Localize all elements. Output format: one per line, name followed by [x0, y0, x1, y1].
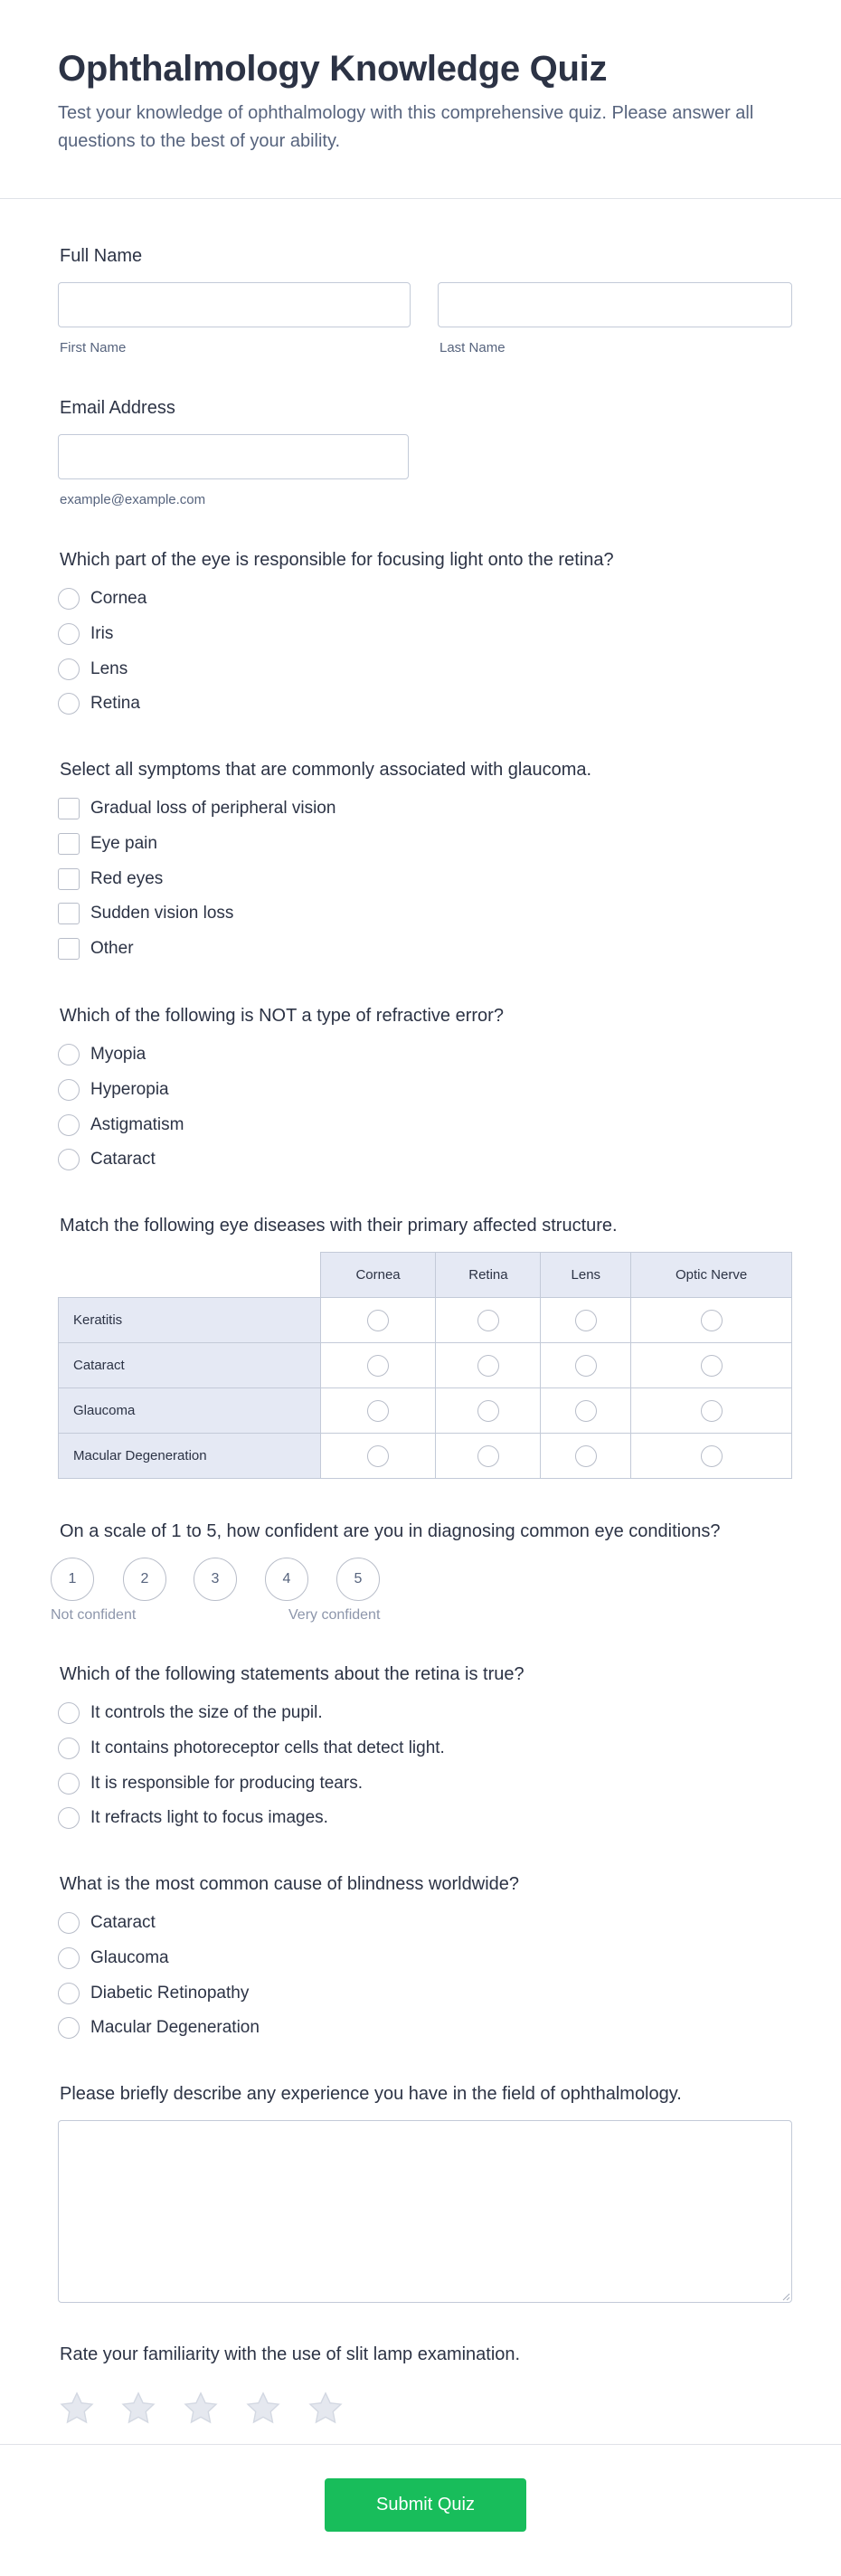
matrix-radio[interactable]	[575, 1310, 597, 1331]
question-focus-light	[58, 548, 792, 729]
checkbox-option[interactable]	[58, 796, 335, 821]
matrix-radio[interactable]	[477, 1445, 499, 1467]
option-label: Myopia	[90, 1045, 146, 1064]
scale-option-1[interactable]: 1	[51, 1558, 94, 1601]
option-label: Red eyes	[90, 869, 164, 888]
matrix-radio[interactable]	[575, 1400, 597, 1422]
matrix-row-label: Macular Degeneration	[59, 1434, 321, 1479]
radio-button[interactable]	[58, 1044, 80, 1065]
checkbox[interactable]	[58, 868, 80, 890]
option-label: Cataract	[90, 1913, 156, 1932]
radio-button[interactable]	[58, 1114, 80, 1136]
matrix-radio[interactable]	[701, 1400, 723, 1422]
matrix-radio[interactable]	[367, 1400, 389, 1422]
radio-button[interactable]	[58, 1079, 80, 1101]
question-label: Which part of the eye is responsible for focusing light onto the retina?	[60, 550, 614, 570]
option-label: It controls the size of the pupil.	[90, 1703, 323, 1722]
radio-option[interactable]	[58, 2015, 260, 2041]
matrix-column-header: Optic Nerve	[631, 1253, 792, 1298]
radio-option[interactable]	[58, 1147, 156, 1172]
form-title: Ophthalmology Knowledge Quiz	[58, 49, 608, 89]
matrix-radio[interactable]	[701, 1445, 723, 1467]
star-icon[interactable]	[244, 2390, 282, 2428]
matrix-corner	[59, 1253, 321, 1298]
question-label: Match the following eye diseases with their primary affected structure.	[60, 1216, 618, 1236]
matrix-radio[interactable]	[575, 1355, 597, 1377]
matrix-row	[59, 1388, 792, 1434]
star-icon[interactable]	[58, 2390, 96, 2428]
radio-button[interactable]	[58, 1983, 80, 2004]
question-label: Which of the following statements about the retina is true?	[60, 1664, 524, 1684]
email-label: Email Address	[60, 398, 175, 418]
experience-field	[58, 2082, 792, 2308]
radio-button[interactable]	[58, 1149, 80, 1170]
matrix-row-label: Glaucoma	[59, 1388, 321, 1434]
question-blindness-cause	[58, 1872, 792, 2053]
option-label: Astigmatism	[90, 1115, 184, 1134]
first-name-input[interactable]	[58, 282, 411, 327]
option-label: Retina	[90, 694, 140, 713]
question-label: Select all symptoms that are commonly associated with glaucoma.	[60, 760, 592, 780]
radio-button[interactable]	[58, 1912, 80, 1934]
checkbox-option[interactable]	[58, 831, 157, 857]
question-retina-statement	[58, 1662, 792, 1843]
matrix-row	[59, 1298, 792, 1343]
star-rating-field	[58, 2343, 792, 2442]
checkbox-option[interactable]	[58, 901, 233, 926]
radio-button[interactable]	[58, 1947, 80, 1969]
matrix-column-header: Cornea	[320, 1253, 436, 1298]
resize-grip-icon[interactable]	[781, 2292, 790, 2301]
checkbox-option[interactable]	[58, 936, 134, 961]
matrix-row	[59, 1343, 792, 1388]
radio-button[interactable]	[58, 623, 80, 645]
experience-textarea[interactable]	[58, 2120, 792, 2303]
radio-button[interactable]	[58, 2017, 80, 2039]
checkbox-option[interactable]	[58, 867, 163, 892]
question-label: On a scale of 1 to 5, how confident are you in diagnosing common eye conditions?	[60, 1521, 721, 1541]
radio-option[interactable]	[58, 1113, 184, 1138]
email-field	[58, 396, 792, 514]
option-label: Glaucoma	[90, 1948, 169, 1967]
scale-high-caption: Very confident	[288, 1607, 381, 1623]
matrix-radio[interactable]	[477, 1310, 499, 1331]
option-label: It contains photoreceptor cells that detect light.	[90, 1738, 445, 1757]
checkbox[interactable]	[58, 833, 80, 855]
full-name-label: Full Name	[60, 246, 143, 266]
option-label: It is responsible for producing tears.	[90, 1774, 363, 1793]
radio-button[interactable]	[58, 1702, 80, 1724]
matrix-row-label: Keratitis	[59, 1298, 321, 1343]
radio-option[interactable]	[58, 1042, 146, 1067]
last-name-input[interactable]	[438, 282, 792, 327]
radio-button[interactable]	[58, 1738, 80, 1759]
radio-button[interactable]	[58, 588, 80, 610]
radio-option[interactable]	[58, 691, 140, 716]
question-label: Rate your familiarity with the use of slit lamp examination.	[60, 2344, 521, 2364]
radio-button[interactable]	[58, 693, 80, 715]
matrix-row	[59, 1434, 792, 1479]
matrix-table	[58, 1252, 792, 1479]
matrix-radio[interactable]	[701, 1355, 723, 1377]
matrix-radio[interactable]	[477, 1400, 499, 1422]
radio-option[interactable]	[58, 1077, 169, 1103]
scale-option-4[interactable]: 4	[265, 1558, 308, 1601]
star-icon[interactable]	[307, 2390, 345, 2428]
matrix-row-label: Cataract	[59, 1343, 321, 1388]
question-label: Please briefly describe any experience you have in the field of ophthalmology.	[60, 2084, 682, 2104]
checkbox[interactable]	[58, 798, 80, 819]
radio-option[interactable]	[58, 1910, 156, 1936]
option-label: Cataract	[90, 1150, 156, 1169]
email-sublabel: example@example.com	[60, 492, 206, 507]
question-glaucoma-symptoms	[58, 758, 792, 975]
scale-option-5[interactable]: 5	[336, 1558, 380, 1601]
option-label: Eye pain	[90, 834, 157, 853]
matrix-radio[interactable]	[575, 1445, 597, 1467]
option-label: Sudden vision loss	[90, 904, 234, 923]
radio-button[interactable]	[58, 1807, 80, 1829]
first-name-sublabel: First Name	[60, 340, 127, 355]
star-icon[interactable]	[119, 2390, 157, 2428]
matrix-radio[interactable]	[701, 1310, 723, 1331]
radio-button[interactable]	[58, 1773, 80, 1795]
form-footer	[0, 2444, 841, 2576]
radio-option[interactable]	[58, 657, 128, 682]
matrix-radio[interactable]	[477, 1355, 499, 1377]
radio-option[interactable]	[58, 1981, 249, 2006]
option-label: Diabetic Retinopathy	[90, 1984, 250, 2003]
checkbox[interactable]	[58, 938, 80, 960]
radio-option[interactable]	[58, 1736, 445, 1761]
last-name-sublabel: Last Name	[439, 340, 506, 355]
matrix-radio[interactable]	[367, 1355, 389, 1377]
option-label: Cornea	[90, 589, 147, 608]
option-label: Macular Degeneration	[90, 2018, 260, 2037]
radio-option[interactable]	[58, 586, 146, 611]
submit-button[interactable]: Submit Quiz	[325, 2478, 526, 2532]
option-label: It refracts light to focus images.	[90, 1808, 328, 1827]
radio-option[interactable]	[58, 1805, 328, 1831]
option-label: Gradual loss of peripheral vision	[90, 799, 336, 818]
option-label: Iris	[90, 624, 114, 643]
radio-option[interactable]	[58, 621, 113, 647]
scale-question	[51, 1520, 792, 1628]
question-refractive-error	[58, 1004, 792, 1185]
form-description: Test your knowledge of ophthalmology with this comprehensive quiz. Please answer all questions to the best of your ability.	[58, 103, 754, 151]
scale-option-3[interactable]: 3	[194, 1558, 237, 1601]
radio-option[interactable]	[58, 1946, 169, 1971]
scale-low-caption: Not confident	[51, 1607, 137, 1623]
question-label: What is the most common cause of blindness worldwide?	[60, 1874, 520, 1894]
matrix-radio[interactable]	[367, 1310, 389, 1331]
radio-button[interactable]	[58, 658, 80, 680]
radio-option[interactable]	[58, 1700, 323, 1726]
full-name-field	[58, 244, 792, 362]
scale-option-2[interactable]: 2	[123, 1558, 166, 1601]
star-icon[interactable]	[182, 2390, 220, 2428]
matrix-question	[58, 1214, 792, 1485]
matrix-column-header: Retina	[436, 1253, 541, 1298]
radio-option[interactable]	[58, 1771, 363, 1796]
matrix-column-header: Lens	[541, 1253, 631, 1298]
question-label: Which of the following is NOT a type of refractive error?	[60, 1006, 504, 1026]
option-label: Lens	[90, 659, 128, 678]
matrix-radio[interactable]	[367, 1445, 389, 1467]
email-input[interactable]	[58, 434, 409, 479]
form-header	[0, 0, 841, 199]
option-label: Hyperopia	[90, 1080, 169, 1099]
option-label: Other	[90, 939, 134, 958]
checkbox[interactable]	[58, 903, 80, 924]
